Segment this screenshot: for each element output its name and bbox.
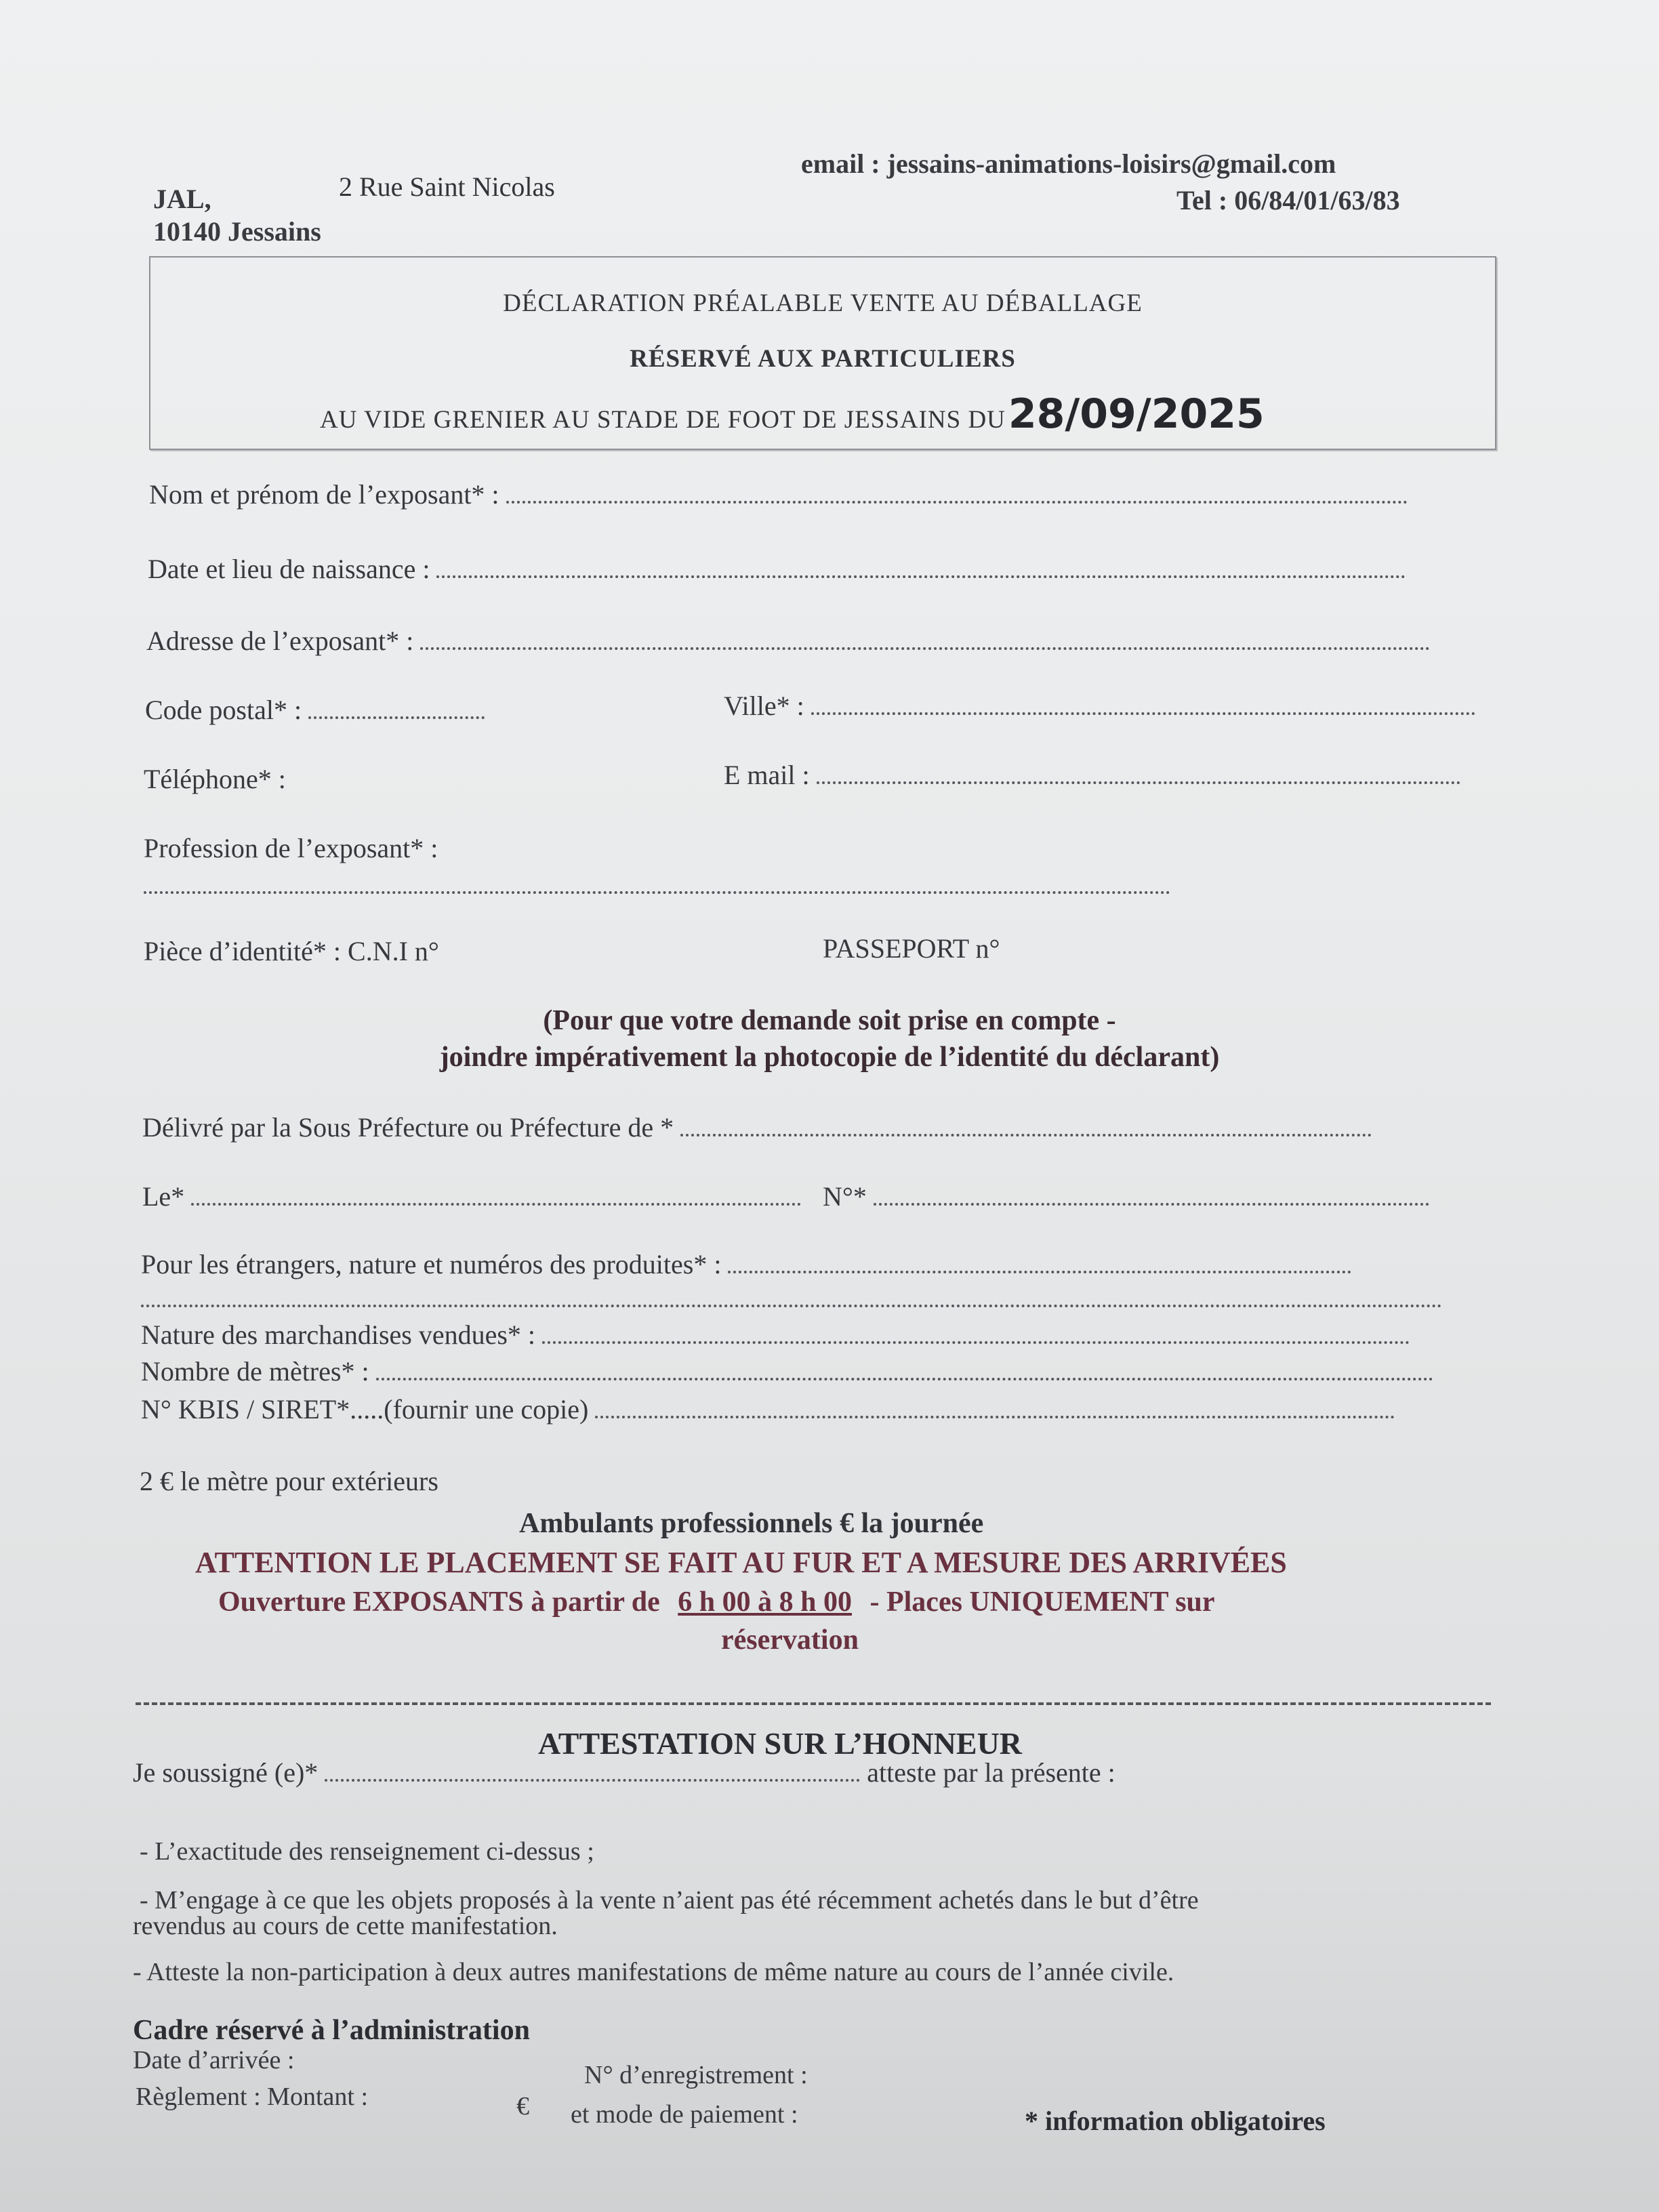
field-etrangers-line[interactable] [728, 1271, 1351, 1273]
field-kbis-line[interactable] [595, 1416, 1395, 1418]
field-numero-line[interactable] [874, 1203, 1429, 1206]
field-ville-label: Ville* : [724, 691, 804, 721]
field-nom-label: Nom et prénom de l’exposant* : [149, 479, 499, 510]
field-telephone[interactable] [144, 763, 286, 795]
attestation-item-3: - Atteste la non-participation à deux autres manifestations de même nature au cours de l’année civile. [133, 1958, 1174, 1986]
section-divider [136, 1702, 1491, 1705]
field-metres-line[interactable] [376, 1378, 1433, 1380]
opening-line [218, 1586, 1215, 1618]
event-text: AU VIDE GRENIER AU STADE DE FOOT DE JESSAINS DU [320, 406, 1006, 434]
field-profession[interactable] [144, 832, 438, 864]
postal-city: 10140 Jessains [153, 216, 321, 247]
field-adresse[interactable] [146, 625, 1430, 657]
mandatory-note: * information obligatoires [1025, 2106, 1326, 2136]
admin-currency: € [516, 2092, 529, 2121]
reservation-label: réservation [721, 1624, 859, 1656]
field-nature-line[interactable] [542, 1341, 1410, 1344]
admin-date-arrivee: Date d’arrivée : [133, 2046, 295, 2074]
field-adresse-label: Adresse de l’exposant* : [146, 626, 414, 656]
field-numero[interactable] [823, 1181, 1429, 1212]
title-line-particuliers: RÉSERVÉ AUX PARTICULIERS [630, 345, 1016, 373]
field-metres-label: Nombre de mètres* : [141, 1356, 369, 1387]
field-naissance[interactable] [148, 553, 1406, 585]
title-box [149, 256, 1496, 450]
attestation-item-2a: - M’engage à ce que les objets proposés à la vente n’aient pas été récemment achetés dans le but d’être [140, 1886, 1199, 1914]
field-le[interactable] [142, 1181, 801, 1212]
field-email-label: E mail : [724, 760, 810, 790]
opening-prefix: Ouverture EXPOSANTS à partir de [218, 1586, 660, 1618]
field-metres[interactable] [141, 1355, 1433, 1387]
field-naissance-label: Date et lieu de naissance : [148, 554, 430, 584]
field-etrangers-line2[interactable] [141, 1305, 1442, 1307]
attestation-item-1: - L’exactitude des renseignement ci-dessus ; [140, 1837, 594, 1866]
field-ville-line[interactable] [811, 712, 1475, 715]
field-nom-line[interactable] [506, 501, 1408, 504]
field-delivre-line[interactable] [680, 1134, 1372, 1136]
field-kbis[interactable] [141, 1393, 1395, 1425]
admin-enregistrement: N° d’enregistrement : [584, 2061, 808, 2089]
attestation-item-2b: revendus au cours de cette manifestation. [133, 1912, 558, 1940]
field-numero-label: N°* [823, 1181, 867, 1212]
field-telephone-label: Téléphone* : [144, 764, 286, 794]
org-name: JAL, [153, 184, 211, 214]
field-nature[interactable] [141, 1319, 1410, 1351]
notice-line-2: joindre impérativement la photocopie de l’identité du déclarant) [439, 1042, 1220, 1073]
admin-title: Cadre réservé à l’administration [133, 2015, 530, 2046]
attestation-soussigne[interactable] [133, 1757, 1115, 1788]
title-line-declaration: DÉCLARATION PRÉALABLE VENTE AU DÉBALLAGE [503, 289, 1143, 317]
soussigne-label: Je soussigné (e)* [133, 1757, 319, 1788]
field-profession-line[interactable] [144, 891, 1170, 894]
price-ambulants: Ambulants professionnels € la journée [519, 1508, 984, 1539]
field-naissance-line[interactable] [436, 575, 1406, 578]
event-date: 28/09/2025 [1008, 390, 1265, 438]
attention-notice: ATTENTION LE PLACEMENT SE FAIT AU FUR ET A MESURE DES ARRIVÉES [195, 1546, 1287, 1579]
field-code-postal-line[interactable] [308, 716, 485, 719]
field-email[interactable] [724, 759, 1460, 791]
field-ville[interactable] [724, 690, 1475, 722]
notice-line-1: (Pour que votre demande soit prise en compte - [543, 1005, 1116, 1036]
field-passeport[interactable]: PASSEPORT n° [823, 933, 1000, 964]
field-profession-label: Profession de l’exposant* : [144, 833, 438, 863]
price-exterieurs: 2 € le mètre pour extérieurs [140, 1466, 438, 1496]
field-kbis-label: N° KBIS / SIRET*.....(fournir une copie) [141, 1394, 589, 1425]
atteste-label: atteste par la présente : [867, 1757, 1115, 1788]
field-nature-label: Nature des marchandises vendues* : [141, 1319, 536, 1350]
field-email-line[interactable] [817, 781, 1460, 784]
contact-email: email : jessains-animations-loisirs@gmail.com [801, 148, 1336, 179]
field-le-label: Le* [142, 1181, 185, 1212]
field-nom[interactable] [149, 478, 1408, 510]
field-code-postal[interactable] [145, 694, 485, 726]
opening-suffix: - Places UNIQUEMENT sur [869, 1586, 1215, 1618]
field-code-postal-label: Code postal* : [145, 695, 302, 725]
field-etrangers-line2-wrap[interactable] [141, 1298, 1442, 1311]
attestation-title: ATTESTATION SUR L’HONNEUR [538, 1726, 1023, 1761]
field-delivre[interactable] [142, 1111, 1372, 1143]
field-piece-identite[interactable]: Pièce d’identité* : C.N.I n° [144, 936, 439, 966]
opening-hours: 6 h 00 à 8 h 00 [678, 1586, 852, 1618]
street-address: 2 Rue Saint Nicolas [339, 171, 555, 202]
soussigne-line[interactable] [325, 1779, 860, 1782]
contact-phone: Tel : 06/84/01/63/83 [1176, 185, 1400, 216]
field-profession-line-wrap[interactable] [144, 885, 1170, 897]
title-line-event [320, 390, 1265, 438]
field-delivre-label: Délivré par la Sous Préfecture ou Préfecture de * [142, 1112, 674, 1143]
field-adresse-line[interactable] [420, 647, 1430, 650]
field-etrangers-label: Pour les étrangers, nature et numéros des produites* : [141, 1249, 722, 1279]
field-etrangers[interactable] [141, 1248, 1351, 1280]
admin-reglement: Règlement : Montant : [136, 2083, 369, 2111]
admin-mode-paiement: et mode de paiement : [571, 2100, 798, 2129]
field-le-line[interactable] [191, 1203, 801, 1206]
